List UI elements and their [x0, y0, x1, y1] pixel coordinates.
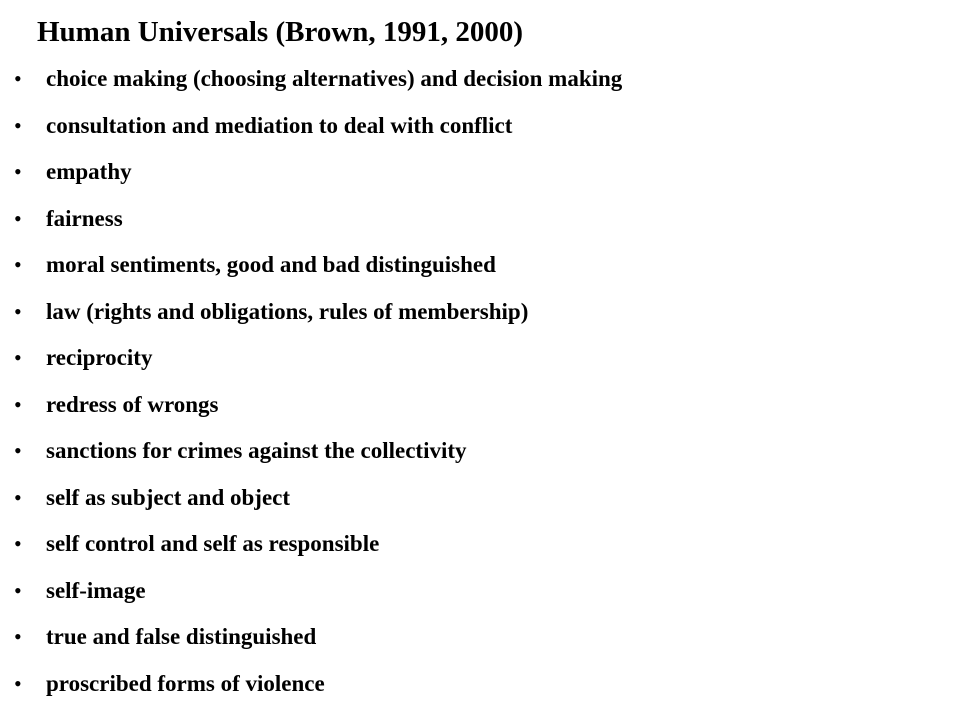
bullet-text: choice making (choosing alternatives) and decision making [46, 66, 623, 91]
bullet-text: self-image [46, 577, 146, 603]
bullet-icon: • [14, 298, 22, 324]
bullet-icon: • [14, 205, 22, 231]
bullet-text: reciprocity [46, 345, 153, 370]
bullet-text: proscribed forms of violence [46, 670, 325, 696]
bullet-text: self control and self as responsible [46, 531, 380, 556]
bullet-icon: • [14, 624, 22, 649]
bullet-text: redress of wrongs [46, 391, 219, 417]
bullet-text: true and false distinguished [46, 624, 317, 649]
bullet-text: consultation and mediation to deal with conflict [46, 112, 513, 138]
bullet-icon: • [14, 345, 22, 370]
slide-title: Human Universals (Brown, 1991, 2000) [37, 16, 524, 48]
bullet-icon: • [14, 670, 22, 696]
bullet-icon: • [14, 391, 22, 417]
bullet-text: moral sentiments, good and bad distinguished [46, 252, 496, 277]
bullet-text: self as subject and object [46, 484, 291, 510]
bullet-icon: • [14, 159, 22, 184]
bullet-icon: • [14, 252, 22, 277]
bullet-icon: • [14, 66, 22, 91]
bullet-icon: • [14, 484, 22, 510]
bullet-text: sanctions for crimes against the collectivity [46, 438, 467, 463]
bullet-icon: • [14, 531, 22, 556]
bullet-icon: • [14, 438, 22, 463]
bullet-text: law (rights and obligations, rules of membership) [46, 298, 529, 324]
bullet-icon: • [14, 577, 22, 603]
bullet-icon: • [14, 112, 22, 138]
bullet-text: empathy [46, 159, 132, 184]
bullet-text: fairness [46, 205, 123, 231]
